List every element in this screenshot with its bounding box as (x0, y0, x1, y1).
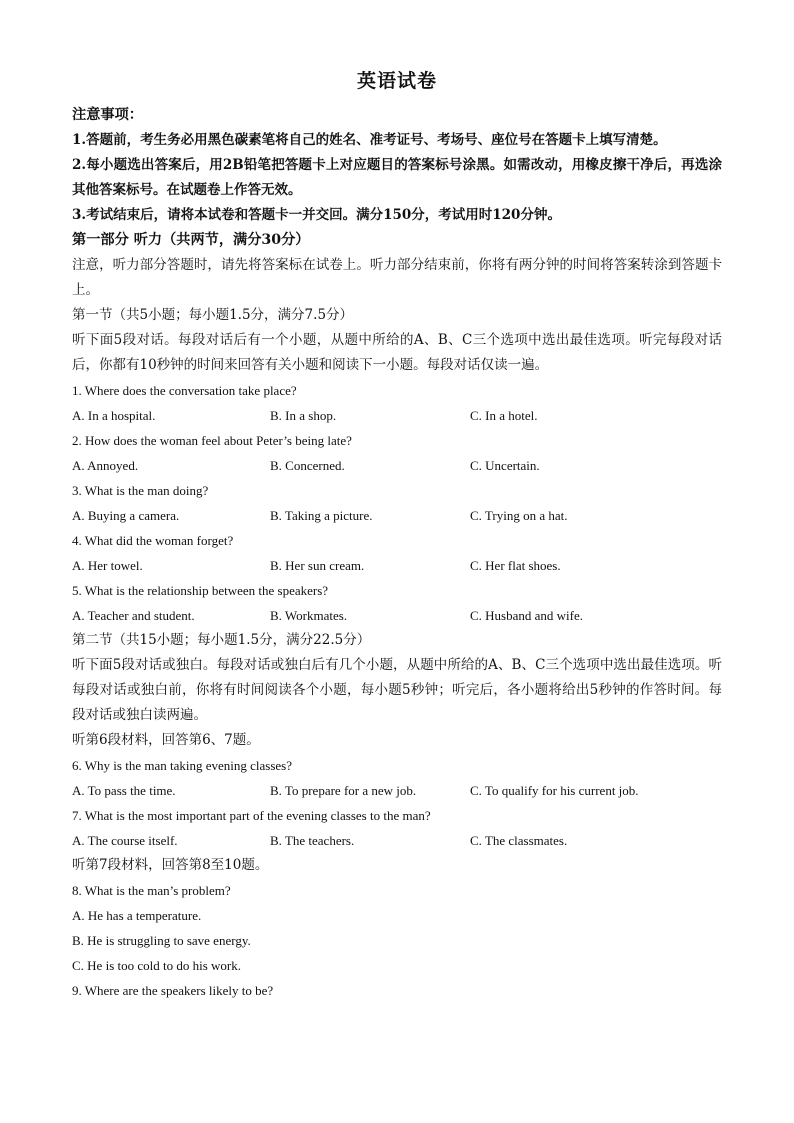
page-title: 英语试卷 (356, 70, 437, 92)
question-9: 9. Where are the speakers likely to be? (72, 983, 274, 998)
question-2-options (72, 453, 722, 478)
question-7: 7. What is the most important part of the evening classes to the man? (72, 808, 431, 823)
question-1-options (72, 403, 722, 428)
question-6-options (72, 778, 722, 803)
option-a: A. Her towel. (72, 558, 143, 573)
question-8: 8. What is the man’s problem? (72, 883, 231, 898)
option-a: A. In a hospital. (72, 408, 156, 423)
question-5-options (72, 603, 722, 628)
option-a: A. The course itself. (72, 833, 178, 848)
question-8-option-b: B. He is struggling to save energy. (72, 933, 251, 948)
material-6-label: 听第6段材料，回答第6、7题。 (72, 732, 260, 748)
option-c: C. Trying on a hat. (470, 508, 568, 523)
question-8-option-c: C. He is too cold to do his work. (72, 958, 241, 973)
question-6: 6. Why is the man taking evening classes? (72, 758, 292, 773)
option-c: C. Her flat shoes. (470, 558, 561, 573)
question-8-option-a: A. He has a temperature. (72, 908, 202, 923)
section1-heading: 第一节（共5小题；每小题1.5分，满分7.5分） (72, 307, 354, 323)
option-a: A. To pass the time. (72, 783, 176, 798)
section2-instructions: 听下面5段对话或独白。每段对话或独白后有几个小题，从题中所给的A、B、C三个选项中选出最佳选项。听每段对话或独白前，你将有时间阅读各个小题，每小题5秒钟；听完后，各小题将给出5秒钟的作答时间。每段对话或独白读两遍。 (72, 657, 722, 723)
material-7-label: 听第7段材料，回答第8至10题。 (72, 857, 269, 873)
question-7-options (72, 828, 722, 853)
option-a: A. Annoyed. (72, 458, 139, 473)
option-b: B. In a shop. (270, 408, 337, 423)
question-1: 1. Where does the conversation take place? (72, 383, 297, 398)
option-b: B. Her sun cream. (270, 558, 365, 573)
option-b: B. The teachers. (270, 833, 355, 848)
option-a: A. Teacher and student. (72, 608, 195, 623)
section1-instructions: 听下面5段对话。每段对话后有一个小题，从题中所给的A、B、C三个选项中选出最佳选项。听完每段对话后，你都有10秒钟的时间来回答有关小题和阅读下一小题。每段对话仅读一遍。 (72, 332, 722, 373)
option-a: A. Buying a camera. (72, 508, 180, 523)
question-3: 3. What is the man doing? (72, 483, 209, 498)
option-b: B. Workmates. (270, 608, 348, 623)
option-c: C. In a hotel. (470, 408, 538, 423)
section2-heading: 第二节（共15小题；每小题1.5分，满分22.5分） (72, 632, 371, 648)
question-5: 5. What is the relationship between the speakers? (72, 583, 329, 598)
option-c: C. Uncertain. (470, 458, 540, 473)
part1-note: 注意，听力部分答题时，请先将答案标在试卷上。听力部分结束前，你将有两分钟的时间将答案转涂到答题卡上。 (72, 257, 722, 298)
option-b: B. To prepare for a new job. (270, 783, 417, 798)
question-3-options (72, 503, 722, 528)
question-4-options (72, 553, 722, 578)
notice-item-1: 1.答题前，考生务必用黑色碳素笔将自己的姓名、准考证号、考场号、座位号在答题卡上填写清楚。 (72, 132, 667, 148)
question-4: 4. What did the woman forget? (72, 533, 234, 548)
option-b: B. Concerned. (270, 458, 345, 473)
question-2: 2. How does the woman feel about Peter’s being late? (72, 433, 352, 448)
part1-heading: 第一部分 听力（共两节，满分30分） (72, 232, 310, 248)
notice-heading: 注意事项： (72, 107, 143, 123)
exam-page (72, 66, 722, 1003)
notice-item-3: 3.考试结束后，请将本试卷和答题卡一并交回。满分150分，考试用时120分钟。 (72, 207, 561, 223)
option-c: C. Husband and wife. (470, 608, 584, 623)
notice-item-2: 2.每小题选出答案后，用2B铅笔把答题卡上对应题目的答案标号涂黑。如需改动，用橡皮擦干净后，再选涂其他答案标号。在试题卷上作答无效。 (72, 157, 722, 198)
option-b: B. Taking a picture. (270, 508, 373, 523)
option-c: C. The classmates. (470, 833, 568, 848)
option-c: C. To qualify for his current job. (470, 783, 639, 798)
